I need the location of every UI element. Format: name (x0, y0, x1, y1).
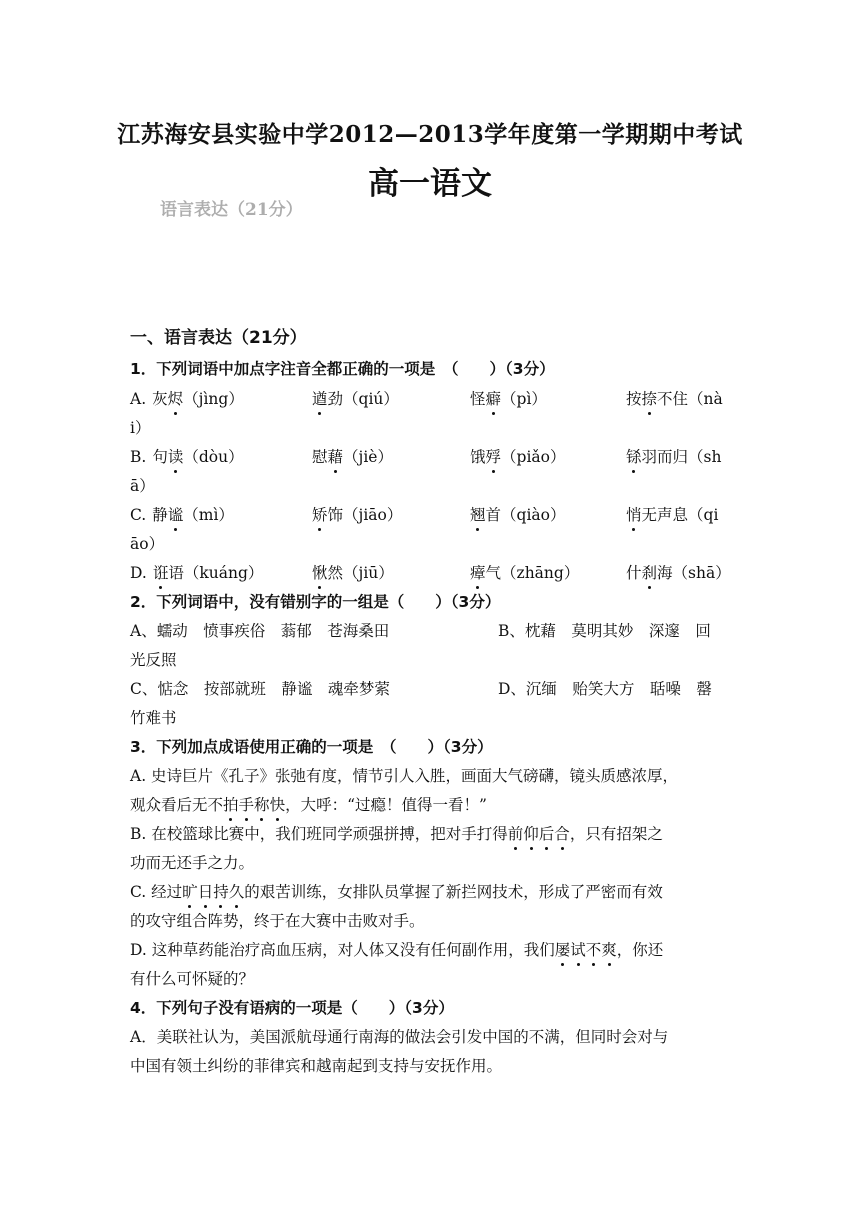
exam-title: 江苏海安县实验中学2012—2013学年度第一学期期中考试 (117, 121, 743, 148)
question-3-option-a-line2 (130, 794, 487, 816)
text-segment: 饰 (327, 506, 344, 524)
text-segment: 慰 (312, 448, 328, 466)
option-label: C. (130, 506, 147, 524)
text-segment: ，大呼：“过瘾！值得一看！” (285, 796, 487, 814)
dotted-char: 旷 (182, 883, 198, 901)
text-segment: B. 在校篮球比赛中，我们班同学顽强拼搏，把对手打得 (130, 825, 508, 843)
dotted-char: 刹 (641, 564, 658, 582)
question-1-option-cell (626, 504, 718, 526)
dotted-char: 仰 (523, 825, 539, 843)
pinyin: （pì） (501, 390, 547, 408)
dotted-char: 诳 (152, 564, 169, 582)
question-1-option-cell (312, 446, 393, 468)
option-label: D. (130, 564, 147, 582)
dotted-char: 不 (585, 941, 602, 959)
option-label: B. (130, 448, 147, 466)
dotted-char: 后 (538, 825, 555, 843)
question-1-option-cell (130, 504, 234, 526)
dotted-char: 读 (167, 448, 184, 466)
question-3-option-c-line1 (130, 881, 663, 903)
dotted-char: 持 (213, 883, 229, 901)
text-segment: D. 这种草药能治疗高血压病，对人体又没有任何副作用，我们 (130, 941, 555, 959)
question-1-option-cell (312, 504, 402, 526)
text-segment: 无声息 (641, 506, 689, 524)
question-3-option-d-line2: 有什么可怀疑的？ (130, 970, 255, 988)
text-segment: 什 (626, 564, 642, 582)
question-2-option-b-wrap: 光反照 (130, 651, 177, 669)
question-1-option-cell (470, 504, 565, 526)
text-segment: 然 (327, 564, 344, 582)
pinyin: （dòu） (183, 448, 244, 466)
question-1-option-cell (130, 562, 263, 584)
text-segment: ，只有招架之 (569, 825, 663, 843)
exam-subtitle: 高一语文 (368, 166, 492, 202)
pinyin: （jiāo） (343, 506, 403, 524)
question-4-stem: 4．下列句子没有语病的一项是（ ）（3分） (130, 999, 454, 1017)
question-1-option-cell (130, 388, 244, 410)
question-4-option-a-line2: 中国有领土纠纷的菲律宾和越南起到支持与安抚作用。 (130, 1057, 503, 1075)
dotted-char: 试 (570, 941, 586, 959)
text-segment: 灰 (152, 390, 168, 408)
pinyin: （kuáng） (183, 564, 264, 582)
question-1-option-cell (312, 562, 394, 584)
dotted-char: 矫 (312, 506, 328, 524)
pinyin: （shā） (672, 564, 731, 582)
text-segment: 饿 (470, 448, 486, 466)
dotted-char: 翘 (470, 506, 486, 524)
text-segment: ，你还 (616, 941, 664, 959)
dotted-char: 瘴 (470, 564, 486, 582)
pinyin-wrap: i） (130, 419, 151, 437)
text-segment: 句 (152, 448, 168, 466)
question-2-option-d: D、沉缅 贻笑大方 聒噪 罄 (498, 680, 712, 698)
text-segment: 怪 (470, 390, 486, 408)
pinyin: （sh (688, 448, 722, 466)
pinyin-wrap: āo） (130, 535, 165, 553)
text-segment: 海 (657, 564, 673, 582)
question-1-option-cell (470, 562, 579, 584)
dotted-char: 爽 (601, 941, 617, 959)
pinyin: （qiú） (343, 390, 399, 408)
pinyin: （nà (688, 390, 723, 408)
pinyin-wrap: ā） (130, 477, 155, 495)
text-segment: 静 (152, 506, 168, 524)
question-1-option-cell (626, 446, 721, 468)
text-segment: 的艰苦训练，女排队员掌握了新拦网技术，形成了严密而有效 (244, 883, 663, 901)
dotted-char: 藉 (327, 448, 344, 466)
pinyin: （zhāng） (501, 564, 580, 582)
dotted-char: 烬 (167, 390, 184, 408)
dotted-char: 快 (269, 796, 286, 814)
pinyin: （jiè） (343, 448, 393, 466)
question-2-option-b: B、枕藉 莫明其妙 深邃 回 (498, 622, 711, 640)
dotted-char: 合 (554, 825, 570, 843)
question-3-option-a-line1: A. 史诗巨片《孔子》张弛有度，情节引人入胜，画面大气磅礴，镜头质感浓厚， (130, 767, 679, 785)
question-1-option-cell (312, 388, 399, 410)
question-3-option-b-line2: 功而无还手之力。 (130, 854, 255, 872)
text-segment: 气 (485, 564, 502, 582)
question-3-option-d-line1 (130, 939, 663, 961)
dotted-char: 愀 (312, 564, 328, 582)
question-1-option-cell (470, 388, 547, 410)
question-1-option-cell (130, 446, 244, 468)
question-3-option-b-line1 (130, 823, 663, 845)
text-segment: 羽而归 (641, 448, 689, 466)
question-4-option-a-line1: A．美联社认为，美国派航母通行南海的做法会引发中国的不满，但同时会对与 (130, 1028, 669, 1046)
text-segment: C. 经过 (130, 883, 183, 901)
dotted-char: 手 (238, 796, 255, 814)
question-3-stem: 3．下列加点成语使用正确的一项是 （ ）（3分） (130, 738, 493, 756)
text-segment: 观众看后无不 (130, 796, 224, 814)
dotted-char: 遒 (312, 390, 328, 408)
question-1-option-cell (470, 446, 565, 468)
section-heading: 一、语言表达（21分） (130, 328, 307, 348)
text-segment: 劲 (327, 390, 344, 408)
dotted-char: 铩 (626, 448, 642, 466)
dotted-char: 称 (254, 796, 270, 814)
pinyin: （mì） (183, 506, 234, 524)
question-1-stem: 1．下列词语中加点字注音全都正确的一项是 （ ）（3分） (130, 360, 555, 378)
dotted-char: 前 (507, 825, 524, 843)
dotted-char: 谧 (167, 506, 184, 524)
pinyin: （piǎo） (501, 448, 566, 466)
text-segment: 语 (168, 564, 184, 582)
text-segment: 按 (626, 390, 642, 408)
option-label: A. (130, 390, 147, 408)
dotted-char: 殍 (485, 448, 502, 466)
question-3-option-c-line2: 的攻守组合阵势，终于在大赛中击败对手。 (130, 912, 425, 930)
question-1-option-cell (626, 562, 731, 584)
faded-heading-fragment: 语言表达（21分） (160, 200, 303, 220)
question-2-option-a: A、蠕动 愤事疾俗 蓊郁 苍海桑田 (130, 622, 390, 640)
dotted-char: 日 (197, 883, 214, 901)
dotted-char: 捺 (641, 390, 658, 408)
pinyin: （qiào） (501, 506, 566, 524)
pinyin: （qi (688, 506, 719, 524)
dotted-char: 癖 (485, 390, 502, 408)
question-2-option-c: C、惦念 按部就班 静谧 魂牵梦萦 (130, 680, 390, 698)
dotted-char: 屡 (554, 941, 571, 959)
pinyin: （jìng） (183, 390, 244, 408)
pinyin: （jiū） (343, 564, 394, 582)
question-2-stem: 2．下列词语中，没有错别字的一组是（ ）（3分） (130, 593, 501, 611)
text-segment: 首 (485, 506, 502, 524)
question-2-option-d-wrap: 竹难书 (130, 709, 177, 727)
dotted-char: 拍 (223, 796, 239, 814)
dotted-char: 悄 (626, 506, 642, 524)
text-segment: 不住 (657, 390, 689, 408)
dotted-char: 久 (228, 883, 245, 901)
question-1-option-cell (626, 388, 723, 410)
